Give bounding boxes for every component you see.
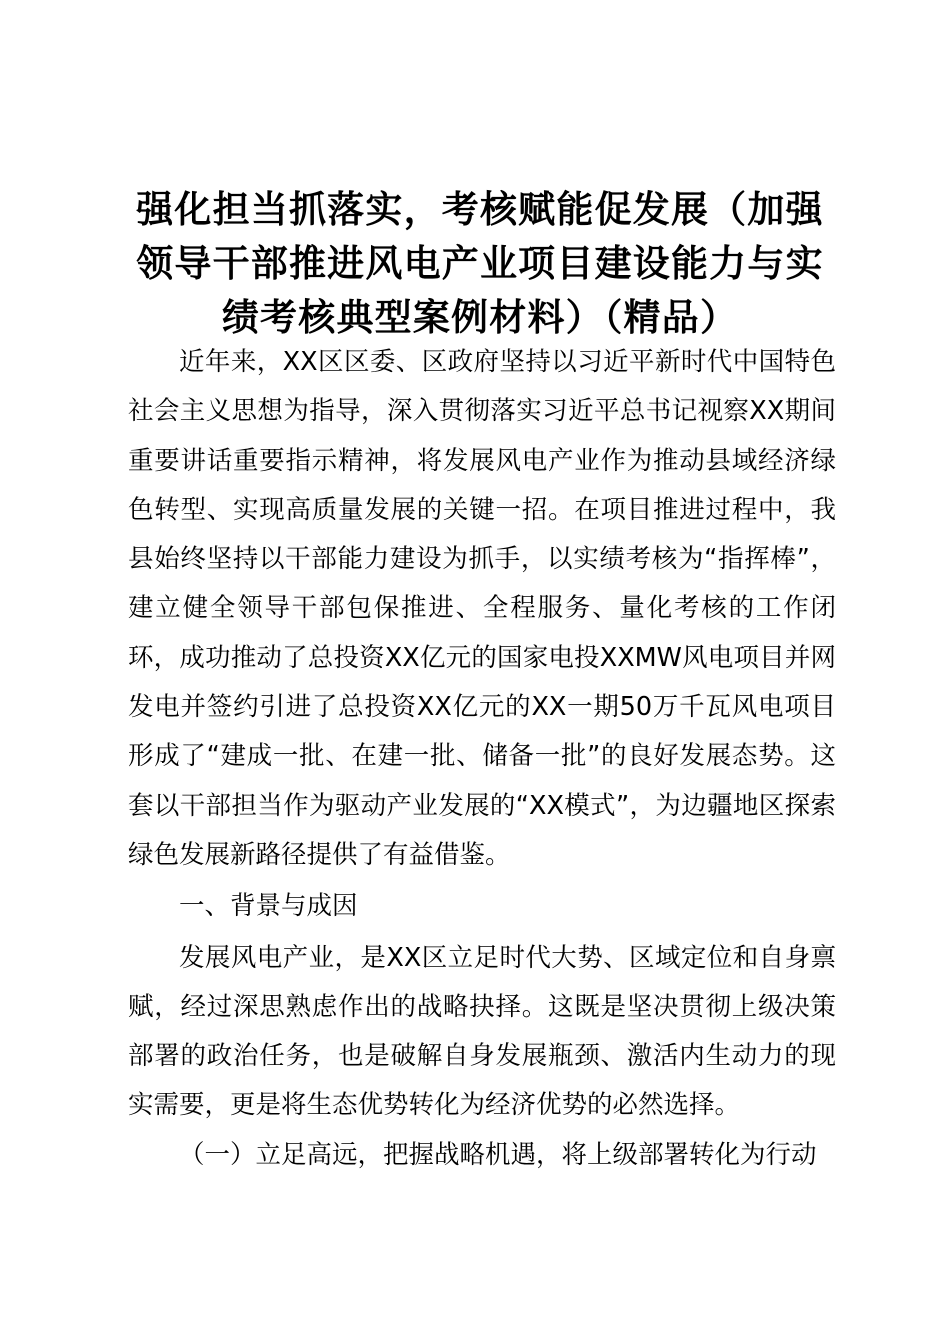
- background-paragraph: 发展风电产业，是XX区立足时代大势、区域定位和自身禀赋，经过深思熟虑作出的战略抉择。这既是坚决贯彻上级决策部署的政治任务，也是破解自身发展瓶颈、激活内生动力的现实需要，更是将生态优势转化为经济优势的必然选择。: [128, 942, 836, 1121]
- document-title: 强化担当抓落实，考核赋能促发展（加强领导干部推进风电产业项目建设能力与实绩考核典型案例材料）（精品）: [136, 188, 824, 339]
- intro-paragraph: 近年来，XX区区委、区政府坚持以习近平新时代中国特色社会主义思想为指导，深入贯彻落实习近平总书记视察XX期间重要讲话重要指示精神，将发展风电产业作为推动县域经济绿色转型、实现高质量发展的关键一招。在项目推进过程中，我县始终坚持以干部能力建设为抓手，以实绩考核为“指挥棒”，建立健全领导干部包保推进、全程服务、量化考核的工作闭环，成功推动了总投资XX亿元的国家电投XXMW风电项目并网发电并签约引进了总投资XX亿元的XX一期50万千瓦风电项目形成了“建成一批、在建一批、储备一批”的良好发展态势。这套以干部担当作为驱动产业发展的“XX模式”，为边疆地区探索绿色发展新路径提供了有益借鉴。: [128, 347, 836, 870]
- document-body: [128, 338, 836, 1180]
- subsection-heading-1: （一）立足高远，把握战略机遇，将上级部署转化为行动: [179, 1139, 817, 1170]
- section-heading-background: 一、背景与成因: [179, 891, 358, 922]
